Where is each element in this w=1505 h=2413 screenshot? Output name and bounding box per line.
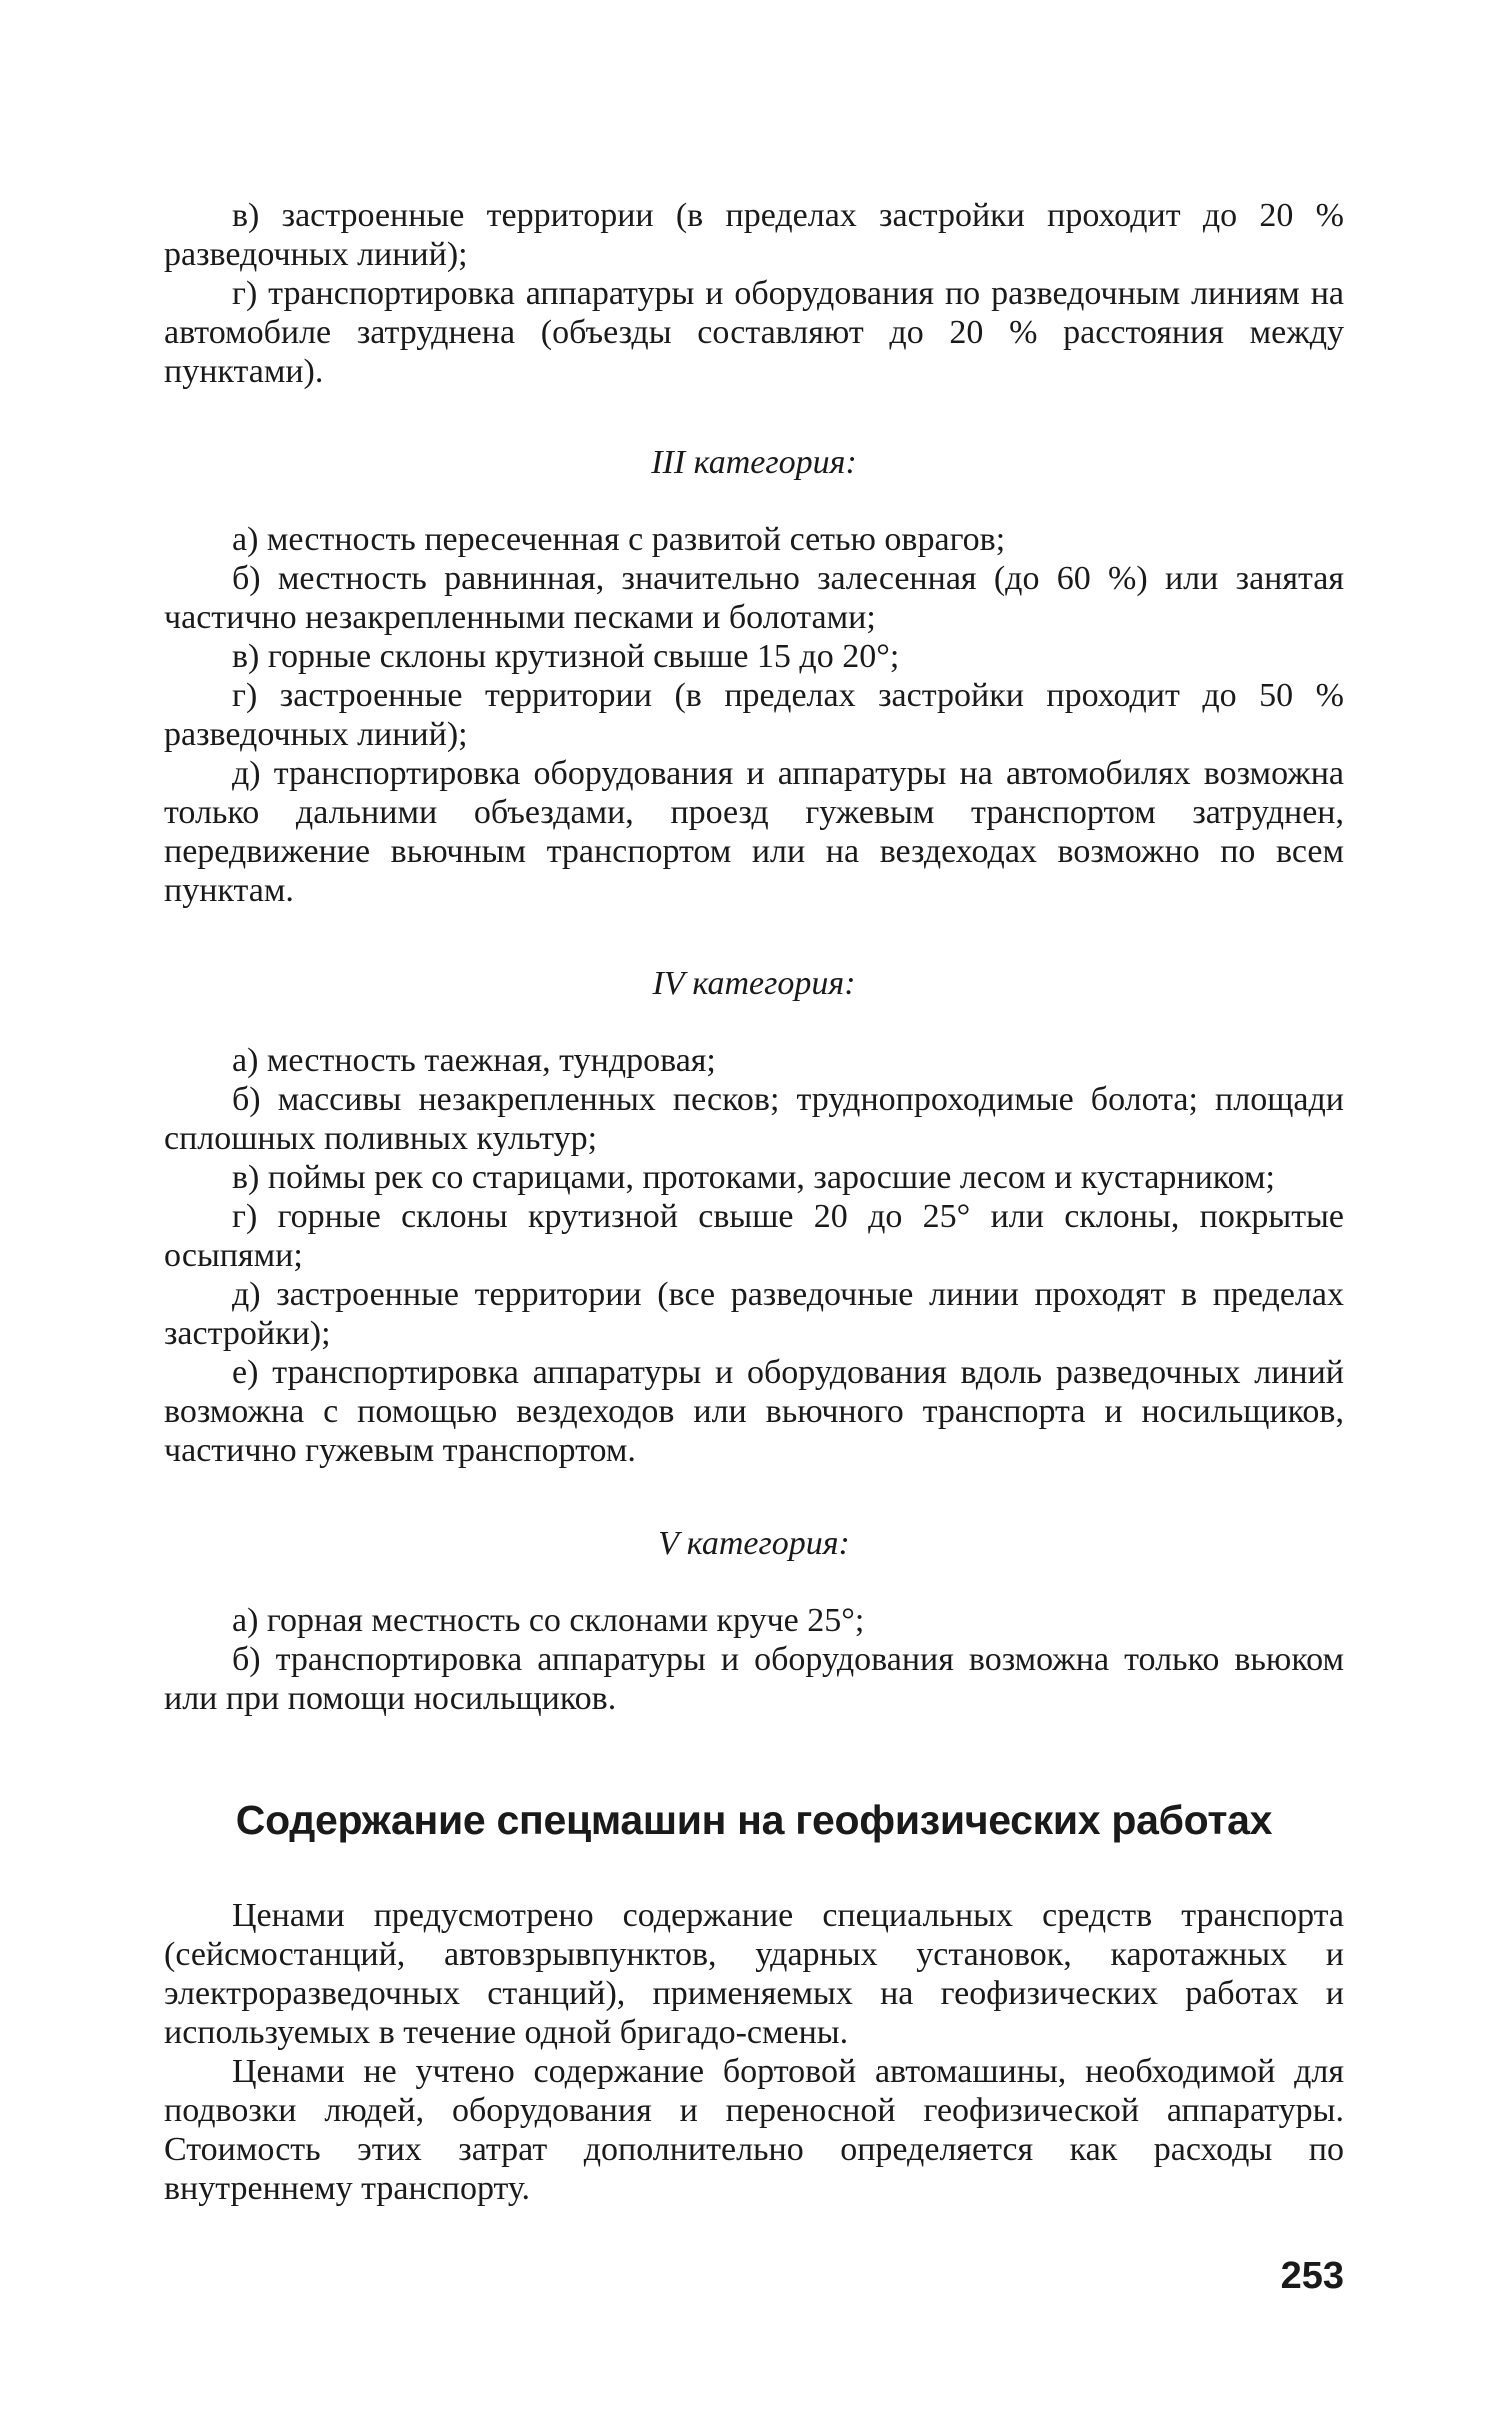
category-3-item-a: а) местность пересеченная с развитой сетью оврагов;	[232, 521, 1006, 558]
category-4-item-v: в) поймы рек со старицами, протоками, заросшие лесом и кустарником;	[232, 1159, 1275, 1196]
intro-item-g: г) транспортировка аппаратуры и оборудования по разведочным линиям на автомобиле затруднена (объезды составляют до 20 % расстояния между пунктами).	[164, 275, 1344, 390]
page-number: 253	[1280, 2255, 1344, 2297]
category-4-item-e: е) транспортировка аппаратуры и оборудования вдоль разведочных линий возможна с помощью вездеходов или вьючного транспорта и носильщиков, частично гужевым транспортом.	[164, 1354, 1344, 1469]
category-3-item-v: в) горные склоны крутизной свыше 15 до 20°;	[232, 638, 900, 675]
category-5-item-b: б) транспортировка аппаратуры и оборудования возможна только вьюком или при помощи носильщиков.	[164, 1641, 1344, 1717]
document-page	[164, 196, 1344, 2346]
intro-item-v: в) застроенные территории (в пределах застройки проходит до 20 % разведочных линий);	[164, 197, 1344, 273]
section-title: Содержание спецмашин на геофизических работах	[235, 1797, 1273, 1843]
section-paragraph-2: Ценами не учтено содержание бортовой автомашины, необходимой для подвозки людей, оборудования и переносной геофизической аппаратуры. Стоимость этих затрат дополнительно определяется как расходы по внутреннему транспорту.	[164, 2053, 1344, 2207]
section-paragraph-1: Ценами предусмотрено содержание специальных средств транспорта (сейсмостанций, автовзрывпунктов, ударных установок, каротажных и электроразведочных станций), применяемых на геофизических работах и используемых в течение одной бригадо-смены.	[164, 1897, 1344, 2051]
category-4-item-g: г) горные склоны крутизной свыше 20 до 25° или склоны, покрытые осыпями;	[164, 1198, 1344, 1274]
category-4-item-d: д) застроенные территории (все разведочные линии проходят в пределах застройки);	[164, 1276, 1344, 1352]
category-3-item-d: д) транспортировка оборудования и аппаратуры на автомобилях возможна только дальними объездами, проезд гужевым транспортом затруднен, передвижение вьючным транспортом или на вездеходах возможно по всем пунктам.	[164, 755, 1344, 909]
category-3-item-b: б) местность равнинная, значительно залесенная (до 60 %) или занятая частично незакрепленными песками и болотами;	[164, 560, 1344, 636]
category-4-item-b: б) массивы незакрепленных песков; труднопроходимые болота; площади сплошных поливных культур;	[164, 1081, 1344, 1157]
category-3-heading: III категория:	[651, 444, 857, 481]
category-5-item-a: а) горная местность со склонами круче 25°;	[232, 1602, 865, 1639]
category-3-item-g: г) застроенные территории (в пределах застройки проходит до 50 % разведочных линий);	[164, 677, 1344, 753]
category-4-item-a: а) местность таежная, тундровая;	[232, 1042, 716, 1079]
category-4-heading: IV категория:	[652, 965, 856, 1002]
category-5-heading: V категория:	[658, 1525, 850, 1562]
